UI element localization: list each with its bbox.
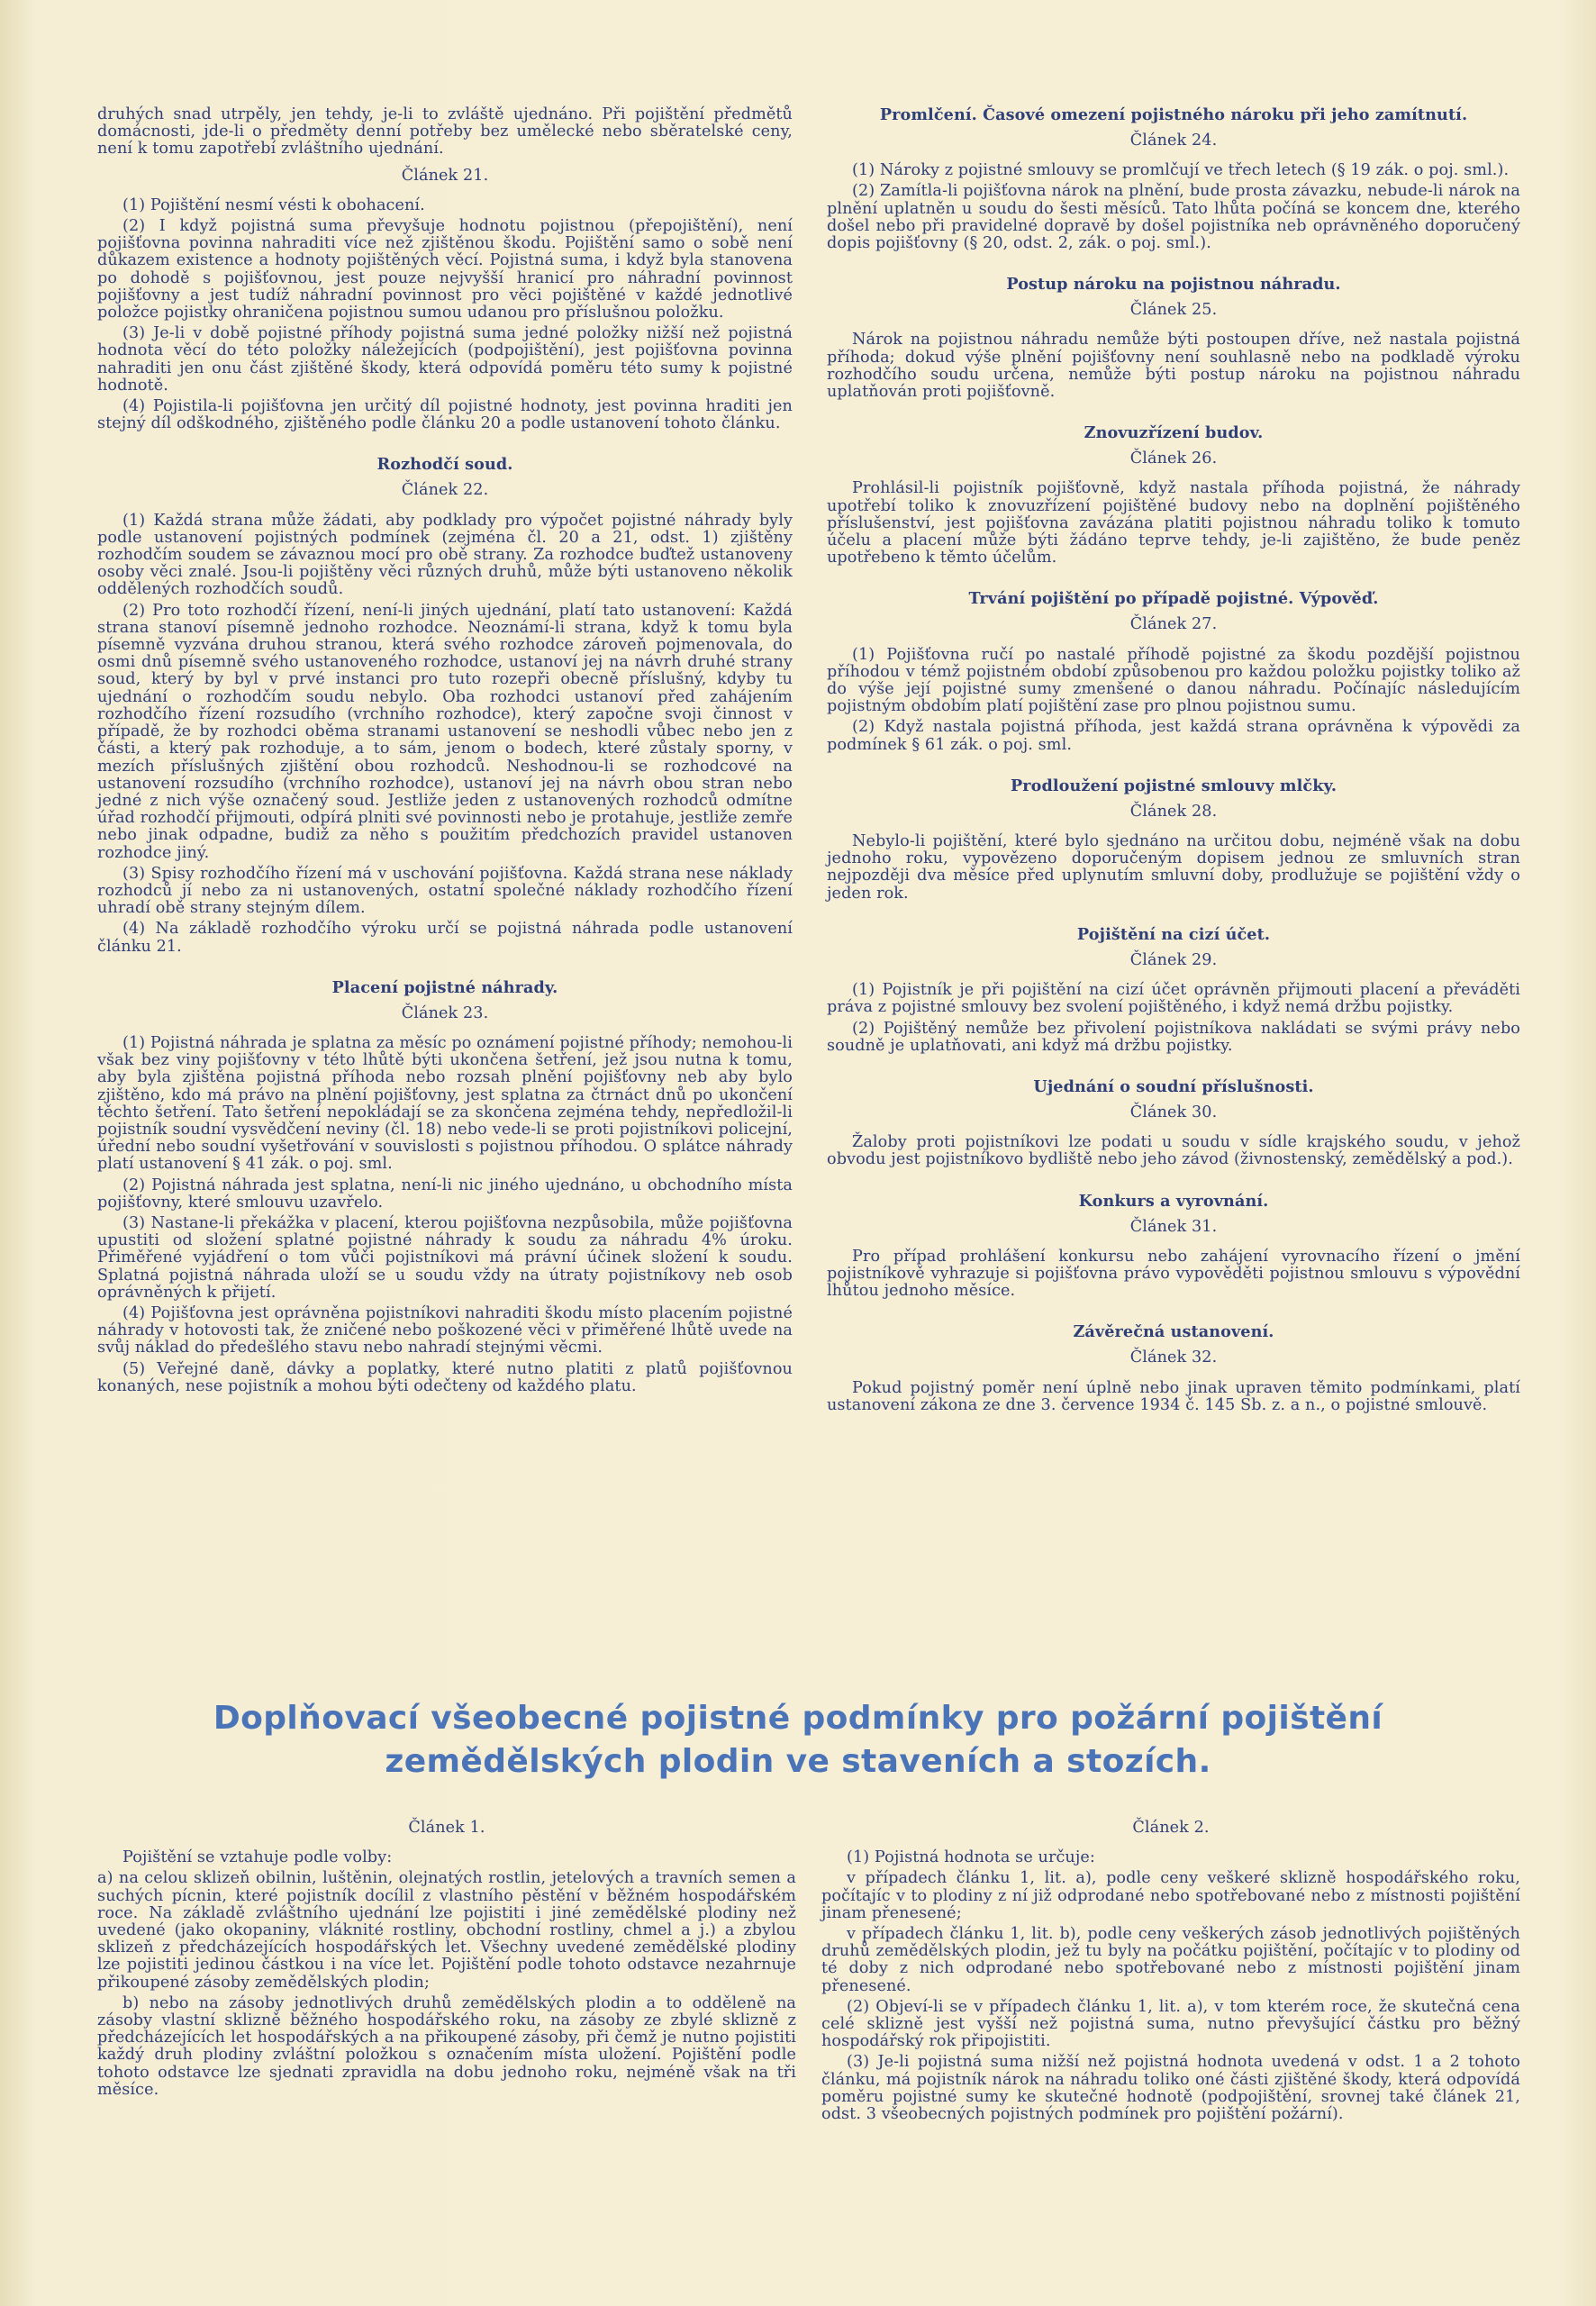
section-heading: Ujednání o soudní příslušnosti. (1033, 1076, 1314, 1096)
article-number: Článek 24. (1129, 132, 1218, 150)
paragraph: Nebylo-li pojištění, které bylo sjednáno na určitou dobu, nejméně však na dobu jednoho roku, vypovězeno doporučeným dopisem jednou ze smluvních stran nejpozději dva měsíce před uplynutím smluvní doby, prodlužuje se pojištění vždy o jeden rok. (827, 832, 1520, 903)
paragraph: (1) Nároky z pojistné smlouvy se promlčují ve třech letech (§ 19 zák. o poj. sml.). (852, 161, 1510, 180)
section-heading: Prodloužení pojistné smlouvy mlčky. (1010, 776, 1338, 795)
left-column (97, 106, 793, 1399)
article-number: Článek 1. (408, 1819, 485, 1837)
article-number: Článek 21. (401, 166, 489, 185)
section-heading: Promlčení. Časové omezení pojistného nároku při jeho zamítnutí. (879, 105, 1468, 124)
paragraph: Nárok na pojistnou náhradu nemůže býti postoupen dříve, než nastala pojistná příhoda; dokud výše plnění pojišťovny není souhlasně nebo na podkladě výroku rozhodčího soudu určena, nemůže býti postup nároku na pojistnou náhradu uplatňován proti pojišťovně. (827, 331, 1520, 402)
heading-line-2: zemědělských plodin ve staveních a stozích. (385, 1743, 1211, 1780)
paragraph: (1) Každá strana může žádati, aby podklady pro výpočet pojistné náhrady byly podle ustanovení pojistných podmínek (zejména čl. 20 a 21, odst. 1) zjištěny rozhodčím soudem se závaznou mocí pro obě strany. Za rozhodce buďtež ustanoveny osoby věci znalé. Jsou-li pojištěny věci různých druhů, může býti ustanoveno několik oddělených rozhodčích soudů. (97, 511, 793, 599)
paragraph: (4) Na základě rozhodčího výroku určí se pojistná náhrada podle ustanovení článku 21. (97, 920, 793, 956)
bottom-right-column (821, 1820, 1520, 2127)
paragraph: Prohlásil-li pojistník pojišťovně, když nastala příhoda pojistná, že náhrady upotřebí toliko k znovuzřízení pojištěné budovy nebo na doplnění pojištěného příslušenství, jest pojišťovna zavázána platiti pojistnou náhradu toliko k tomuto účelu a placení může býti žádáno teprve tehdy, je-li zajištěno, že bude peněz upotřebeno k těmto účelům. (827, 479, 1520, 567)
section-heading: Pojištění na cizí účet. (1076, 924, 1271, 944)
paragraph: (2) I když pojistná suma převyšuje hodnotu pojistnou (přepojištění), není pojišťovna povinna nahraditi více než zjištěnou škodu. Pojištění samo o sobě není důkazem existence a hodnoty pojištěných věcí. Pojistná suma, i když byla stanovena po dohodě s pojišťovnou, jest pouze nejvyšší hranicí pro náhradní povinnost pojišťovny a jest tudíž náhradní povinnost pro věci pojištěné v každé jednotlivé položce pojistky ohraničena pojistnou sumou udanou pro příslušnou položku. (97, 217, 793, 322)
paragraph: (4) Pojišťovna jest oprávněna pojistníkovi nahraditi škodu místo placením pojistné náhrady v hotovosti tak, že zničené nebo poškozené věci v přiměřené lhůtě uvede na svůj náklad do předešlého stavu nebo nahradí stejnými věcmi. (97, 1303, 793, 1357)
right-column (827, 106, 1520, 1418)
paragraph: (3) Je-li v době pojistné příhody pojistná suma jedné položky nižší než pojistná hodnota věcí do této položky náležejících (podpojištění), jest pojišťovna povinna nahraditi jen onu část zjištěné škody, která odpovídá poměru této sumy k pojistné hodnotě. (97, 324, 793, 395)
article-number: Článek 23. (401, 1003, 489, 1022)
paragraph: (3) Je-li pojistná suma nižší než pojistná hodnota uvedená v odst. 1 a 2 tohoto článku, má pojistník nárok na náhradu toliko oné části zjištěné škody, která odpovídá poměru pojistné sumy ke skutečné hodnotě (podpojištění, srovnej také článek 21, odst. 3 všeobecných pojistných podmínek pro pojištění požární). (821, 2053, 1520, 2124)
section-heading: Znovuzřízení budov. (1084, 423, 1264, 443)
article-number: Článek 25. (1129, 301, 1218, 320)
paragraph: Pro případ prohlášení konkursu nebo zahájení vyrovnacího řízení o jmění pojistníkově vyhrazuje si pojišťovna právo vypověděti pojistnou smlouvu s výpovědní lhůtou jednoho měsíce. (827, 1247, 1520, 1301)
article-number: Článek 31. (1129, 1217, 1218, 1236)
paragraph: (2) Pojistná náhrada jest splatna, není-li nic jiného ujednáno, u obchodního místa pojišťovny, které smlouvu uzavřelo. (97, 1176, 793, 1212)
paragraph: (2) Objeví-li se v případech článku 1, lit. a), v tom kterém roce, že skutečná cena celé sklizně jest vyšší než pojistná suma, nutno převyšující částku pro běžný hospodářský rok připojistiti. (821, 1997, 1520, 2051)
paragraph: (2) Zamítla-li pojišťovna nárok na plnění, bude prosta závazku, nebude-li nárok na plnění uplatněn u soudu do šesti měsíců. Tato lhůta počíná se koncem dne, kterého došel nebo při pravidelné dopravě by došel pojistníka neb oprávněného doporučený dopis pojišťovny (§ 20, odst. 2, zák. o poj. sml.). (827, 182, 1520, 253)
bottom-left-column (97, 1820, 796, 2102)
paragraph: v případech článku 1, lit. b), podle ceny veškerých zásob jednotlivých pojištěných druhů zemědělských plodin, jež tu byly na počátku pojištění, počítajíc v to plodiny od té doby z nich odprodané nebo spotřebované nebo z místnosti pojištění jinam přenesené. (821, 1925, 1520, 1995)
article-number: Článek 29. (1129, 950, 1218, 969)
article-number: Článek 22. (401, 481, 489, 500)
paragraph: (3) Nastane-li překážka v placení, kterou pojišťovna nezpůsobila, může pojišťovna upustiti od složení splatné pojistné náhrady k soudu za náhradu 4% úroku. Přiměřené vyjádření o tom vůči pojistníkovi má právní účinek složení k soudu. Splatná pojistná náhrada uloží se u soudu vždy na útraty pojistníkovy neb osob oprávněných k přijetí. (97, 1213, 793, 1302)
paragraph: (1) Pojistná hodnota se určuje: (847, 1848, 1095, 1867)
article-number: Článek 28. (1129, 802, 1218, 821)
paragraph: (5) Veřejné daně, dávky a poplatky, které nutno platiti z platů pojišťovnou konaných, nese pojistník a mohou býti odečteny od každého platu. (97, 1359, 793, 1395)
section-heading: Postup nároku na pojistnou náhradu. (1006, 275, 1341, 295)
paragraph: Žaloby proti pojistníkovi lze podati u soudu v sídle krajského soudu, v jehož obvodu jest pojistníkovo bydliště nebo jeho závod (živnostenský, zemědělský a pod.). (827, 1133, 1520, 1169)
section-heading: Konkurs a vyrovnání. (1078, 1191, 1269, 1211)
paragraph: druhých snad utrpěly, jen tehdy, je-li to zvláště ujednáno. Při pojištění předmětů domácnosti, jde-li o předměty denní potřeby bez umělecké nebo sběratelské ceny, není k tomu zapotřebí zvláštního ujednání. (97, 105, 793, 159)
article-number: Článek 30. (1129, 1103, 1218, 1121)
paragraph: Pokud pojistný poměr není úplně nebo jinak upraven těmito podmínkami, platí ustanovení zákona ze dne 3. července 1934 č. 145 Sb. z. a n., o pojistné smlouvě. (827, 1378, 1520, 1414)
paragraph: (2) Pro toto rozhodčí řízení, není-li jiných ujednání, platí tato ustanovení: Každá strana stanoví písemně jednoho rozhodce. Neoznámí-li strana, když k tomu byla písemně vyzvána druhou stranou, která svého rozhodce zároveň pojmenovala, do osmi dnů písemně svého ustanoveného rozhodce, ustanoví jej na návrh druhé strany soud, který by byl v prvé instanci pro tuto rozepři obecně příslušný, kdyby tu ujednání o rozhodčím soudu nebylo. Oba rozhodci ustanoví před zahájením rozhodčího řízení rozsudího (vrchního rozhodce), který započne svoji činnost v případě, že by rozhodci oběma stranami ustanovení se neshodli vůbec nebo jen z části, a který pak rozhoduje, a to sám, jenom o bodech, které zůstaly sporny, v mezích příslušných zjištění obou rozhodců. Neshodnou-li se rozhodcové na ustanovení rozsudího (vrchního rozhodce), ustanoví jej na návrh obou stran nebo jedné z nich výše označený soud. Jestliže jeden z ustanovených rozhodců odmítne úřad rozhodčí přijmouti, odpírá plniti své povinnosti nebo je protahuje, jestliže zemře nebo jinak odpadne, budiž za něho s použitím předchozích pravidel ustanoven rozhodce jiný. (97, 601, 793, 862)
article-number: Článek 26. (1129, 449, 1218, 468)
paragraph: (4) Pojistila-li pojišťovna jen určitý díl pojistné hodnoty, jest povinna hraditi jen stejný díl odškodného, zjištěného podle článku 20 a podle ustanovení tohoto článku. (97, 397, 793, 433)
section-heading: Placení pojistné náhrady. (331, 977, 558, 997)
paragraph: v případech článku 1, lit. a), podle ceny veškeré sklizně hospodářského roku, počítajíc v to plodiny z ní již odprodané nebo spotřebované nebo z místnosti pojištění jinam přenesené; (821, 1869, 1520, 1922)
article-number: Článek 27. (1129, 615, 1218, 634)
paragraph: (1) Pojistník je při pojištění na cizí účet oprávněn přijmouti placení a převáděti práva z pojistné smlouvy bez svolení pojištěného, i když nemá držbu pojistky. (827, 981, 1520, 1017)
supplementary-conditions-heading (135, 1697, 1461, 1784)
paragraph: a) na celou sklizeň obilnin, luštěnin, olejnatých rostlin, jetelových a travních semen a suchých pícnin, které pojistník docílil z vlastního pěstění v běžném hospodářském roce. Na základě zvláštního ujednání lze pojistiti i jiné zemědělské plodiny než uvedené (jako okopaniny, vláknité rostliny, obchodní rostliny, chmel a j.) a zbylou sklizeň z předcházejících hospodářských let. Všechny uvedené zemědělské plodiny lze pojistiti jedinou částkou i na více let. Pojištění podle tohoto odstavce nezahrnuje přikoupené zásoby zemědělských plodin; (97, 1869, 796, 1992)
paragraph: (1) Pojišťovna ručí po nastalé příhodě pojistné za škodu pozdější pojistnou příhodou v témž pojistném období způsobenou pro každou položku pojistky toliko až do výše její pojistné sumy zmenšené o danou náhradu. Počínajíc následujícím pojistným obdobím platí pojištění zase pro plnou pojistnou sumu. (827, 645, 1520, 716)
section-heading: Závěrečná ustanovení. (1073, 1322, 1274, 1342)
paragraph: (3) Spisy rozhodčího řízení má v uschování pojišťovna. Každá strana nese náklady rozhodců jí nebo za ni ustanovených, ostatní společné náklady rozhodčího řízení uhradí obě strany stejným dílem. (97, 864, 793, 918)
article-number: Článek 2. (1132, 1819, 1210, 1837)
article-number: Článek 32. (1129, 1348, 1218, 1367)
heading-line-1: Doplňovací všeobecné pojistné podmínky pro požární pojištění (213, 1700, 1383, 1737)
paragraph: (2) Když nastala pojistná příhoda, jest každá strana oprávněna k výpovědi za podmínek § 61 zák. o poj. sml. (827, 718, 1520, 754)
paragraph: (2) Pojištěný nemůže bez přivolení pojistníkova nakládati se svými právy nebo soudně je uplatňovati, ani když má držbu pojistky. (827, 1019, 1520, 1055)
paragraph: Pojištění se vztahuje podle volby: (122, 1848, 393, 1867)
section-heading: Trvání pojištění po případě pojistné. Výpověď. (968, 589, 1379, 609)
paragraph: b) nebo na zásoby jednotlivých druhů zemědělských plodin a to odděleně na zásoby vlastní sklizně běžného hospodářského roku, na zásoby ze zbylé sklizně z předcházejících let hospodářských a na přikoupené zásoby, při čemž je nutno pojistiti každý druh plodiny zvláštní položkou s označením místa uložení. Pojištění podle tohoto odstavce lze sjednati zpravidla na dobu jednoho roku, nejméně však na tři měsíce. (97, 1993, 796, 2099)
paragraph: (1) Pojištění nesmí vésti k obohacení. (122, 195, 425, 214)
section-heading: Rozhodčí soud. (376, 455, 513, 475)
paragraph: (1) Pojistná náhrada je splatna za měsíc po oznámení pojistné příhody; nemohou-li však bez viny pojišťovny v této lhůtě býti ukončena šetření, jež jsou nutna k tomu, aby byla zjištěna pojistná příhoda nebo rozsah plnění pojišťovny neb aby bylo zjištěno, kdo má právo na plnění pojišťovny, jest splatna za čtrnáct dnů po ukončení těchto šetření. Tato šetření nepokládají se za skončena zejména tehdy, nepředložil-li pojistník soudní vysvědčení neviny (čl. 18) nebo vede-li se proti pojistníkovi policejní, úřední nebo soudní vyšetřování v souvislosti s pojistnou příhodou. O splátce náhrady platí ustanovení § 41 zák. o poj. sml. (97, 1033, 793, 1174)
